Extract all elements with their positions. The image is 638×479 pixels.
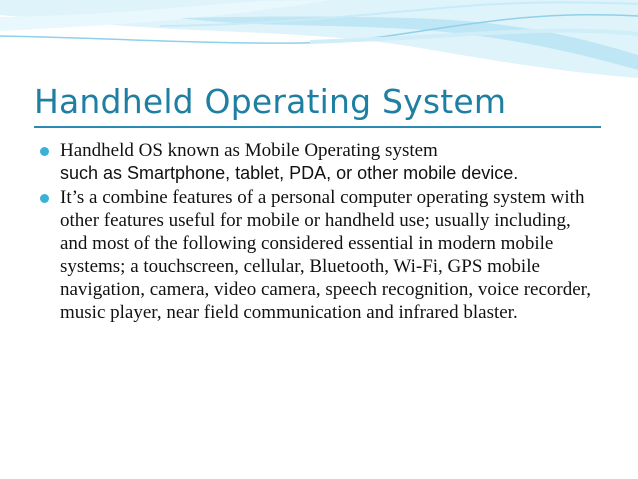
bullet-item-1 — [40, 139, 600, 184]
bullet-list — [40, 139, 600, 326]
bullet-dot-icon — [40, 147, 49, 156]
bullet-1-line-1: Handheld OS known as Mobile Operating system — [60, 140, 438, 161]
header-wave-decoration — [0, 0, 638, 80]
bullet-1-line-2: such as Smartphone, tablet, PDA, or other mobile device. — [60, 163, 519, 183]
bullet-item-2 — [40, 186, 600, 324]
title-underline — [34, 126, 601, 128]
bullet-2-text: It’s a combine features of a personal computer operating system with other features useful for mobile or handheld use; usually including, and most of the following considered essential in modern mobile systems; a touchscreen, cellular, Bluetooth, Wi-Fi, GPS mobile navigation, camera, video camera, speech recognition, voice recorder, music player, near field communication and infrared blaster. — [60, 187, 591, 323]
bullet-dot-icon — [40, 194, 49, 203]
slide-title: Handheld Operating System — [34, 82, 507, 121]
